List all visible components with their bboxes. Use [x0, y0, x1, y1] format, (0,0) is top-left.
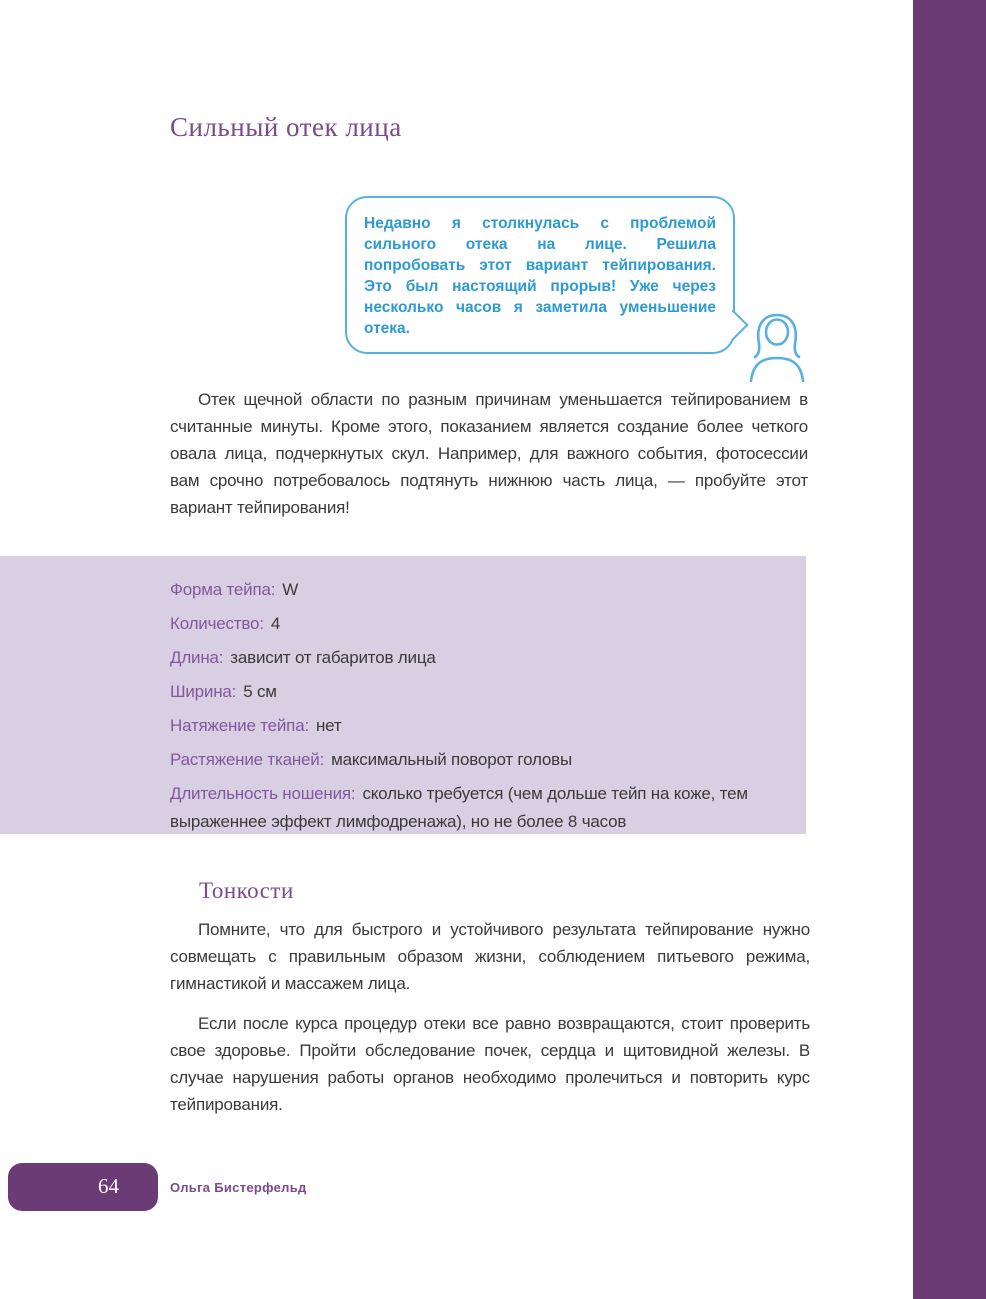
footer-author: Ольга Бистерфельд: [170, 1180, 307, 1195]
section-heading: Тонкости: [199, 878, 294, 903]
spec-row-length: [170, 644, 788, 672]
page-number-badge: [8, 1163, 158, 1211]
intro-paragraph: Отек щечной области по разным причинам уменьшается тейпированием в считанные минуты. Кроме этого, показанием является создание более четкого овала лица, подчеркнутых скул. Например, для важного события, фотосессии вам срочно потребовалось подтянуть нижнюю часть лица, — пробуйте этот вариант тейпирования!: [170, 390, 808, 517]
spec-row-duration: [170, 780, 788, 836]
spec-row-tension: [170, 712, 788, 740]
spec-value: 4: [270, 614, 281, 633]
spec-value: максимальный поворот головы: [331, 750, 572, 769]
bubble-tail-icon: [717, 309, 748, 340]
spec-value: сколько требуется (чем дольше тейп на коже, тем выраженнее эффект лимфодренажа), но не более 8 часов: [170, 784, 748, 831]
spec-value: зависит от габаритов лица: [230, 648, 436, 667]
section-paragraph-1: Помните, что для быстрого и устойчивого результата тейпирование нужно совмещать с правильным образом жизни, соблюдением питьевого режима, гимнастикой и массажем лица.: [170, 920, 810, 993]
spec-label: Натяжение тейпа:: [170, 716, 309, 735]
spec-label: Длительность ношения:: [170, 784, 356, 803]
tape-specs-box: [0, 556, 806, 834]
spec-label: Форма тейпа:: [170, 580, 276, 599]
right-purple-band: [913, 0, 986, 1299]
section-paragraph-2: Если после курса процедур отеки все равно возвращаются, стоит проверить свое здоровье. Пройти обследование почек, сердца и щитовидной железы. В случае нарушения работы органов необходимо пролечиться и повторить курс тейпирования.: [170, 1014, 810, 1114]
page-title: Сильный отек лица: [170, 112, 402, 142]
spec-row-stretch: [170, 746, 788, 774]
spec-value: W: [282, 580, 299, 599]
spec-row-count: [170, 610, 788, 638]
testimonial-bubble: [345, 196, 735, 354]
woman-avatar-icon: [746, 310, 808, 382]
spec-label: Длина:: [170, 648, 224, 667]
spec-row-shape: [170, 576, 788, 604]
spec-label: Ширина:: [170, 682, 237, 701]
page-number: 64: [98, 1174, 119, 1198]
spec-value: нет: [315, 716, 342, 735]
spec-label: Количество:: [170, 614, 264, 633]
testimonial-text: Недавно я столкнулась с проблемой сильного отека на лице. Решила попробовать этот вариант тейпирования. Это был настоящий прорыв! Уже через несколько часов я заметила уменьшение отека.: [364, 215, 716, 337]
spec-value: 5 см: [243, 682, 277, 701]
spec-row-width: [170, 678, 788, 706]
section-paragraphs: [170, 916, 810, 1131]
spec-label: Растяжение тканей:: [170, 750, 325, 769]
